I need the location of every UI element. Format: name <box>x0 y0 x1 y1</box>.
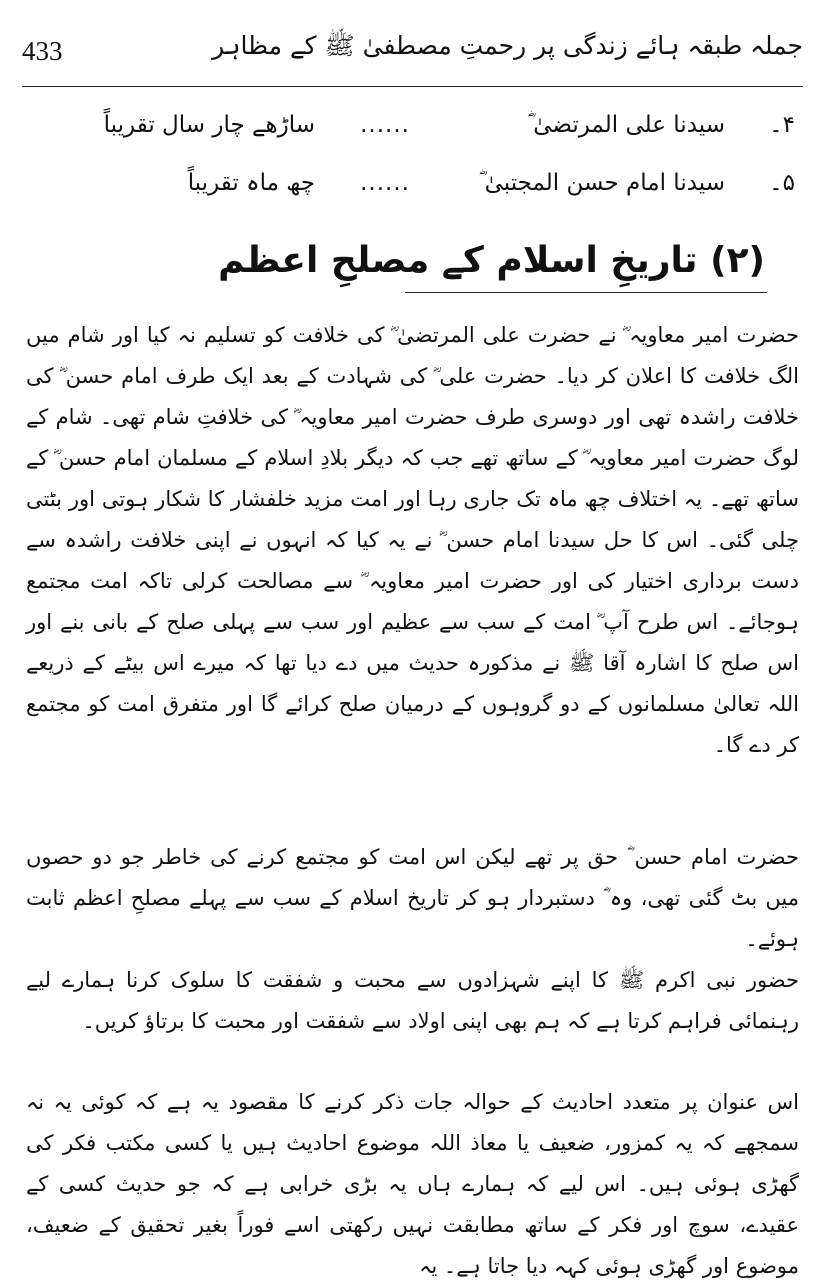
list-item-leader: ...... <box>360 112 410 138</box>
paragraph: اس عنوان پر متعدد احادیث کے حوالہ جات ذکر کرنے کا مقصود یہ ہے کہ کوئی یہ نہ سمجھے کہ یہ کمزور، ضعیف یا معاذ اللہ موضوع احادیث ہیں یا کسی مکتب فکر کی گھڑی ہوئی ہیں۔ اس لیے کہ ہمارے ہاں یہ بڑی خرابی ہے کہ جو حدیث کسی کے عقیدے، سوچ اور فکر کے ساتھ مطابقت نہیں رکھتی اسے فوراً بغیر تحقیق کے ضعیف، موضوع اور گھڑی ہوئی کہہ دیا جاتا ہے۔ یہ <box>26 1090 799 1278</box>
section-heading: (۲) تاریخِ اسلام کے مصلحِ اعظم <box>218 240 765 281</box>
page-number: 433 <box>22 36 63 66</box>
list-item <box>90 112 795 152</box>
heading-underline <box>405 292 767 293</box>
list-item-duration: چھ ماہ تقریباً <box>187 170 315 196</box>
header-rule <box>22 86 803 87</box>
paragraph: حضرت امیر معاویہ ؓ نے حضرت علی المرتضیٰ ؓ کی خلافت کو تسلیم نہ کیا اور شام میں الگ خلافت کا اعلان کر دیا۔ حضرت علی ؓ کی شہادت کے بعد ایک طرف امام حسن ؓ کی خلافت راشدہ تھی اور دوسری طرف حضرت امیر معاویہ ؓ کی خلافتِ شام تھی۔ شام کے لوگ حضرت امیر معاویہ ؓ کے ساتھ تھے جب کہ دیگر بلادِ اسلام کے مسلمان امام حسن ؓ کے ساتھ تھے۔ یہ اختلاف چھ ماہ تک جاری رہا اور امت مزید خلفشار کا شکار ہوتی اور بٹتی چلی گئی۔ اس کا حل سیدنا امام حسن ؓ نے یہ کیا کہ انہوں نے اپنی خلافت راشدہ سے دست برداری اختیار کی اور حضرت امیر معاویہ ؓ سے مصالحت کرلی تاکہ امت مجتمع ہوجائے۔ اس طرح آپ ؓ امت کے سب سے عظیم اور سب سے پہلی صلح کے بانی بنے اور اس صلح کا اشارہ آقا ﷺ نے مذکورہ حدیث میں دے دیا تھا کہ میرے اس بیٹے کے ذریعے اللہ تعالیٰ مسلمانوں کے دو گروہوں کے درمیان صلح کرائے گا اور متفرق امت کو مجتمع کر دے گا۔ <box>26 323 799 757</box>
paragraph: حضرت امام حسن ؓ حق پر تھے لیکن اس امت کو مجتمع کرنے کی خاطر جو دو حصوں میں بٹ گئی تھی، وہ ؓ دستبردار ہو کر تاریخ اسلام کے سب سے پہلے مصلحِ اعظم ثابت ہوئے۔ <box>26 845 799 951</box>
running-header <box>22 30 803 76</box>
list-item-duration: ساڑھے چار سال تقریباً <box>103 112 315 138</box>
list-item-leader: ...... <box>360 170 410 196</box>
list-item-name: سیدنا علی المرتضیٰ ؓ <box>527 112 725 138</box>
list-item-number: ۴۔ <box>769 112 795 138</box>
list-item-name: سیدنا امام حسن المجتبیٰ ؓ <box>478 170 725 196</box>
paragraph: حضور نبی اکرم ﷺ کا اپنے شہزادوں سے محبت و شفقت کا سلوک کرنا ہمارے لیے رہنمائی فراہم کرتا ہے کہ ہم بھی اپنی اولاد سے شفقت اور محبت کا برتاؤ کریں۔ <box>26 968 799 1033</box>
list-item-number: ۵۔ <box>769 170 795 196</box>
list-item <box>90 170 795 210</box>
running-title: جملہ طبقہ ہائے زندگی پر رحمتِ مصطفیٰ ﷺ کے مظاہر <box>212 31 803 60</box>
